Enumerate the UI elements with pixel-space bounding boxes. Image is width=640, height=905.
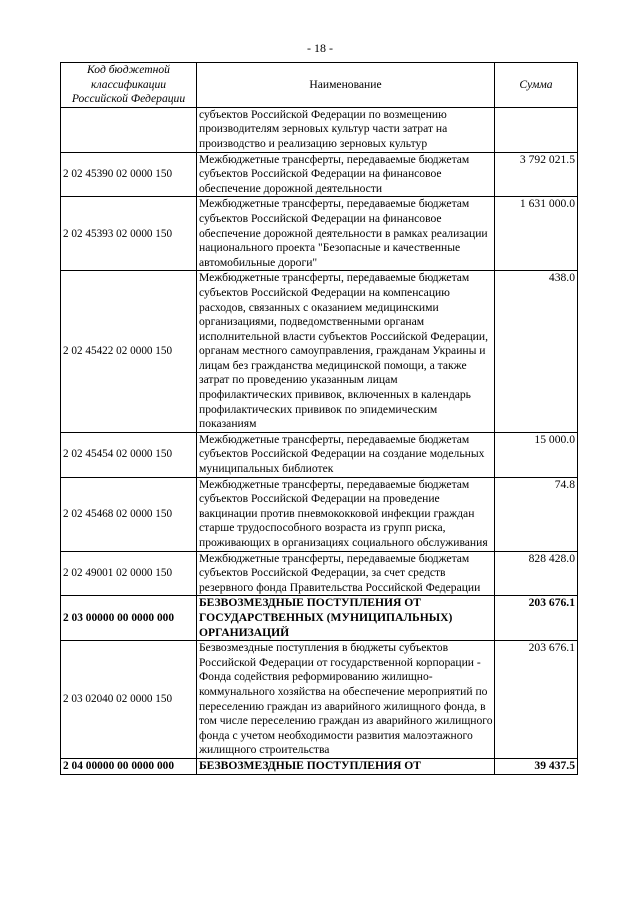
- row-name: БЕЗВОЗМЕЗДНЫЕ ПОСТУПЛЕНИЯ ОТ: [197, 758, 495, 774]
- column-header-code: Код бюджетной классификации Российской Федерации: [61, 63, 197, 108]
- table-body: [61, 107, 578, 774]
- row-name: субъектов Российской Федерации по возмещению производителям зерновых культур части затрат на производство и реализацию зерновых культур: [197, 107, 495, 152]
- row-code: 2 02 45468 02 0000 150: [61, 477, 197, 551]
- budget-revenue-table: [60, 62, 578, 775]
- row-code: 2 02 45422 02 0000 150: [61, 271, 197, 433]
- row-sum: 15 000.0: [495, 432, 578, 477]
- row-code: 2 04 00000 00 0000 000: [61, 758, 197, 774]
- table-row: [61, 197, 578, 271]
- row-code: 2 03 00000 00 0000 000: [61, 596, 197, 641]
- row-sum: 203 676.1: [495, 641, 578, 759]
- row-sum: 828 428.0: [495, 551, 578, 596]
- table-row: [61, 432, 578, 477]
- table-header: [61, 63, 578, 108]
- row-name: Межбюджетные трансферты, передаваемые бюджетам субъектов Российской Федерации, за счет средств резервного фонда Правительства Российской Федерации: [197, 551, 495, 596]
- row-code: 2 03 02040 02 0000 150: [61, 641, 197, 759]
- page-number: - 18 -: [307, 41, 333, 55]
- row-name: Межбюджетные трансферты, передаваемые бюджетам субъектов Российской Федерации на создание модельных муниципальных библиотек: [197, 432, 495, 477]
- column-header-sum: Сумма: [495, 63, 578, 108]
- row-code: 2 02 45393 02 0000 150: [61, 197, 197, 271]
- table-row: [61, 271, 578, 433]
- row-sum: 203 676.1: [495, 596, 578, 641]
- header-row: [61, 63, 578, 108]
- table-row-section-total: [61, 596, 578, 641]
- row-name: Межбюджетные трансферты, передаваемые бюджетам субъектов Российской Федерации на финансовое обеспечение дорожной деятельности в рамках реализации национального проекта "Безопасные и качественные автомобильные дороги": [197, 197, 495, 271]
- row-name: Межбюджетные трансферты, передаваемые бюджетам субъектов Российской Федерации на финансовое обеспечение дорожной деятельности: [197, 152, 495, 197]
- table-row: [61, 551, 578, 596]
- row-code: [61, 107, 197, 152]
- row-name: БЕЗВОЗМЕЗДНЫЕ ПОСТУПЛЕНИЯ ОТ ГОСУДАРСТВЕННЫХ (МУНИЦИПАЛЬНЫХ) ОРГАНИЗАЦИЙ: [197, 596, 495, 641]
- table-row-section-total: [61, 758, 578, 774]
- row-code: 2 02 45390 02 0000 150: [61, 152, 197, 197]
- row-code: 2 02 49001 02 0000 150: [61, 551, 197, 596]
- row-sum: 1 631 000.0: [495, 197, 578, 271]
- row-name: Межбюджетные трансферты, передаваемые бюджетам субъектов Российской Федерации на компенсацию расходов, связанных с оказанием медицинскими организациями, подведомственными органам исполнительной власти субъектов Российской Федерации, органам местного самоуправления, гражданам Украины и лицам без гражданства медицинской помощи, а также затрат по проведению указанным лицам профилактических прививок, включенных в календарь профилактических прививок по эпидемическим показаниям: [197, 271, 495, 433]
- row-name: Безвозмездные поступления в бюджеты субъектов Российской Федерации от государственной корпорации - Фонда содействия реформированию жилищно-коммунального хозяйства на обеспечение мероприятий по переселению граждан из аварийного жилищного фонда, в том числе переселению граждан из аварийного жилищного фонда с учетом необходимости развития малоэтажного жилищного строительства: [197, 641, 495, 759]
- column-header-name: Наименование: [197, 63, 495, 108]
- row-code: 2 02 45454 02 0000 150: [61, 432, 197, 477]
- table-row: [61, 641, 578, 759]
- row-sum: 3 792 021.5: [495, 152, 578, 197]
- row-sum: 438.0: [495, 271, 578, 433]
- row-sum: 39 437.5: [495, 758, 578, 774]
- row-sum: 74.8: [495, 477, 578, 551]
- table-row: [61, 107, 578, 152]
- table-row: [61, 152, 578, 197]
- table-row: [61, 477, 578, 551]
- row-name: Межбюджетные трансферты, передаваемые бюджетам субъектов Российской Федерации на проведение вакцинации против пневмококковой инфекции граждан старше трудоспособного возраста из групп риска, проживающих в организациях социального обслуживания: [197, 477, 495, 551]
- row-sum: [495, 107, 578, 152]
